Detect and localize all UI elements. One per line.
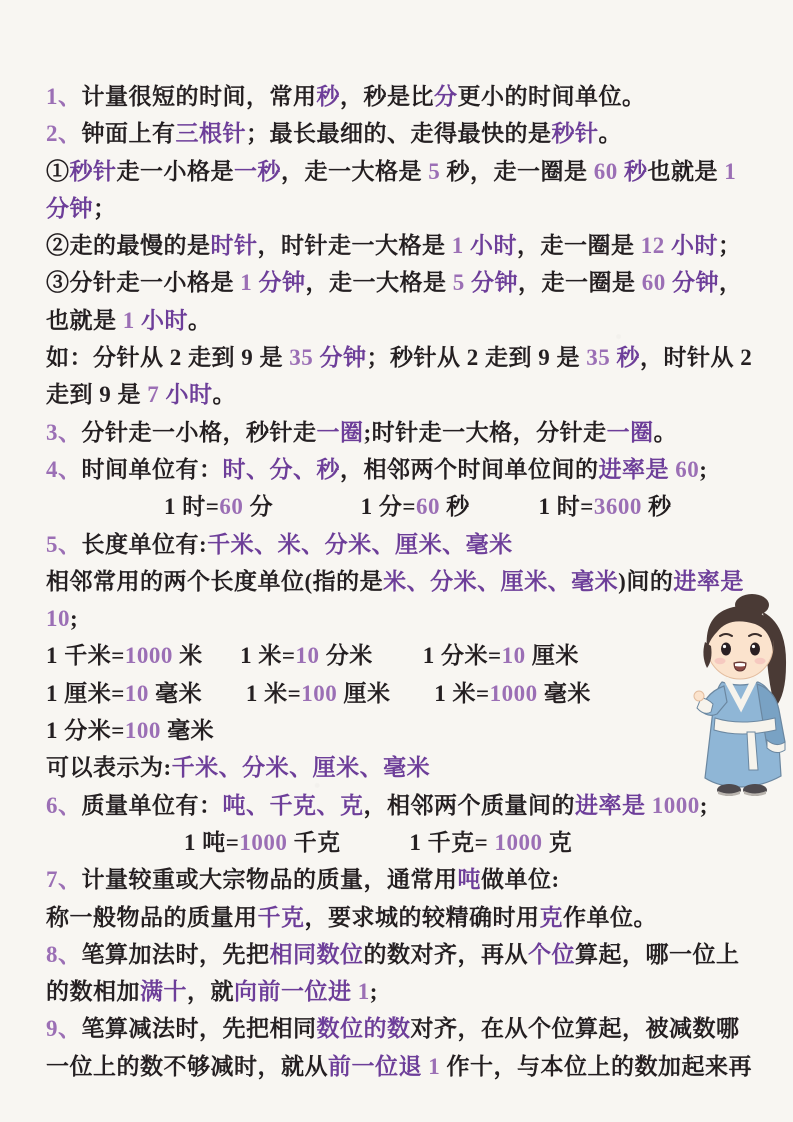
text-line <box>46 787 773 824</box>
text-line <box>46 1010 773 1047</box>
highlight-run: 秒 <box>617 158 648 184</box>
highlight-run: 秒针 <box>551 121 599 147</box>
highlight-run: 60 <box>415 494 440 520</box>
text-run: 千克 <box>287 829 341 855</box>
text-run: 1 时= <box>164 494 220 520</box>
text-run: 也就是 <box>46 307 123 333</box>
eye-right-highlight <box>752 645 755 648</box>
highlight-run: 1 <box>351 979 370 1005</box>
text-run: 作十，与本位上的数加起来再 <box>446 1053 752 1079</box>
text-run: 也就是 <box>647 158 725 184</box>
text-run: ， <box>719 270 743 296</box>
text-run <box>341 830 410 855</box>
text-line <box>46 973 773 1010</box>
text-run: 更小的时间单位。 <box>457 84 646 109</box>
text-run: ，相邻两个质量间的 <box>363 792 575 818</box>
highlight-run: 分钟 <box>665 270 719 296</box>
text-run: 1 千米= <box>46 643 125 669</box>
highlight-run: 2、 <box>46 121 82 147</box>
text-line <box>46 749 773 786</box>
text-run: 一位上的数不够减时，就从 <box>46 1053 328 1079</box>
highlight-run: 吨、千克、克 <box>222 792 364 818</box>
blush-left <box>715 658 726 664</box>
text-run: 分 <box>243 494 274 520</box>
highlight-run: 60 <box>219 494 244 520</box>
highlight-run: 35 <box>289 345 314 371</box>
text-run: 的数对齐，再从 <box>363 941 528 967</box>
text-line <box>46 190 773 227</box>
text-line <box>46 488 773 525</box>
highlight-run: 小时 <box>134 307 188 333</box>
text-line <box>46 712 773 749</box>
text-line <box>46 600 773 637</box>
highlight-run: 时、分、秒 <box>222 456 340 482</box>
text-line <box>46 526 773 563</box>
text-run: ;时针走一大格，分针走 <box>363 419 607 445</box>
highlight-run: 小时 <box>463 233 517 259</box>
highlight-run: 1 <box>724 158 737 184</box>
highlight-run: 小时 <box>664 233 718 259</box>
text-run: 。 <box>653 419 678 445</box>
highlight-run: 5 <box>428 158 441 184</box>
highlight-run: 60 <box>669 456 700 482</box>
text-run: 长度单位有: <box>81 531 208 557</box>
text-line <box>46 302 773 339</box>
highlight-run: 三根针 <box>175 121 246 147</box>
text-run <box>273 494 361 519</box>
highlight-run: 满十 <box>140 979 187 1005</box>
highlight-run: 100 <box>124 718 161 744</box>
text-run: 克 <box>542 829 573 855</box>
text-run <box>373 643 423 668</box>
teeth <box>735 663 745 667</box>
text-run: 1 厘米= <box>46 680 125 706</box>
text-run: 米 <box>172 643 203 669</box>
text-line <box>46 824 773 861</box>
eye-left-highlight <box>723 645 726 648</box>
text-line <box>46 376 773 413</box>
highlight-run: 12 <box>640 233 665 259</box>
highlight-run: 1 <box>422 1053 447 1079</box>
text-run: 算起，哪一位上 <box>575 941 740 967</box>
text-line <box>46 563 773 600</box>
text-run: 。 <box>188 307 212 333</box>
hair-sideburn <box>703 642 711 668</box>
text-line <box>46 451 773 488</box>
text-run: 称一般物品的质量用 <box>46 904 258 930</box>
text-run: 笔算加法时，先把 <box>81 941 270 967</box>
text-line <box>46 637 773 674</box>
document-body <box>46 78 773 1085</box>
text-line <box>46 861 773 898</box>
highlight-run: 克 <box>539 904 563 930</box>
text-run: 。 <box>212 382 236 408</box>
text-run: ，走一大格是 <box>281 158 429 184</box>
highlight-run: 4、 <box>46 456 82 482</box>
text-run: ，相邻两个时间单位间的 <box>340 456 599 482</box>
text-run: 计量较重或大宗物品的质量，通常用 <box>81 867 458 893</box>
text-run: ，时针从 2 <box>640 345 753 371</box>
text-run: ②走的最慢的是 <box>46 233 211 259</box>
highlight-run: 进率是 <box>575 792 646 818</box>
highlight-run: 1000 <box>239 829 288 855</box>
highlight-run: 5、 <box>46 531 82 557</box>
text-run: 相邻常用的两个长度单位(指的是 <box>46 568 384 594</box>
highlight-run: 前一位退 <box>328 1053 422 1079</box>
text-line <box>46 78 773 115</box>
highlight-run: 一圈 <box>606 419 654 445</box>
highlight-run: 分钟 <box>252 270 306 296</box>
highlight-run: 千米、米、分米、厘米、毫米 <box>207 531 513 557</box>
text-run: )间的 <box>618 568 674 594</box>
text-line <box>46 899 773 936</box>
highlight-run: 米、分米、厘米、毫米 <box>383 568 619 594</box>
text-run: 对齐，在从个位算起，被减数哪 <box>410 1016 740 1042</box>
text-run: ，走一大格是 <box>305 270 453 296</box>
text-run: 毫米 <box>148 680 203 706</box>
text-run: 质量单位有： <box>81 792 223 818</box>
text-run: 厘米 <box>337 680 391 706</box>
text-run: 毫米 <box>537 680 591 706</box>
highlight-run: 1、 <box>46 84 82 109</box>
text-run: ；最长最细的、走得最快的是 <box>246 121 552 147</box>
text-line <box>46 339 773 376</box>
text-run <box>390 681 434 706</box>
highlight-run: 分钟 <box>46 195 93 221</box>
highlight-run: 一圈 <box>316 419 364 445</box>
text-run: ，时针走一大格是 <box>257 233 452 259</box>
text-run: 计量很短的时间，常用 <box>81 84 317 109</box>
text-line <box>46 414 773 451</box>
text-line <box>46 936 773 973</box>
text-run: 厘米 <box>525 643 579 669</box>
highlight-run: 1000 <box>124 643 173 669</box>
text-run <box>202 681 246 706</box>
highlight-run: 1000 <box>645 792 700 818</box>
highlight-run: 时针 <box>210 233 258 259</box>
highlight-run: 向前一位进 <box>234 979 352 1005</box>
text-run: 的数相加 <box>46 979 140 1005</box>
highlight-run: 进率是 <box>673 568 744 594</box>
highlight-run: 60 <box>593 158 618 184</box>
highlight-run: 1 <box>240 270 253 296</box>
highlight-run: 9、 <box>46 1016 82 1042</box>
text-run: 1 米= <box>240 643 296 669</box>
text-run: 1 米= <box>245 680 302 706</box>
text-run: 走一小格是 <box>116 158 234 184</box>
text-run: ； <box>718 233 742 259</box>
text-run: 做单位: <box>481 867 560 893</box>
text-run: 秒，走一圈是 <box>440 158 594 184</box>
text-run: ，秒是比 <box>340 84 434 109</box>
highlight-run: 千米、分米、厘米、毫米 <box>171 755 431 781</box>
highlight-run: 分 <box>434 84 458 109</box>
highlight-run: 8、 <box>46 941 82 967</box>
text-run: 秒 <box>641 494 672 520</box>
text-run: 走到 9 是 <box>46 382 148 408</box>
text-run: 1 时= <box>538 494 594 520</box>
highlight-run: 60 <box>641 270 666 296</box>
text-run: 。 <box>598 121 622 147</box>
highlight-run: 3、 <box>46 419 82 445</box>
text-run: 分针走一小格，秒针走 <box>81 419 317 445</box>
text-line <box>46 115 773 152</box>
eye-right <box>750 643 760 656</box>
text-run: ; <box>369 979 378 1005</box>
text-run: ，走一圈是 <box>518 270 642 296</box>
highlight-run: 个位 <box>528 941 575 967</box>
text-run: ，就 <box>187 979 234 1005</box>
highlight-run: 秒 <box>316 84 340 109</box>
highlight-run: 5 <box>452 270 465 296</box>
highlight-run: 一秒 <box>234 158 281 184</box>
text-line <box>46 227 773 264</box>
text-run: 如：分针从 2 走到 9 是 <box>46 345 290 371</box>
text-run: 可以表示为: <box>46 755 172 781</box>
text-run: 笔算减法时，先把相同 <box>81 1016 317 1042</box>
highlight-run: 秒 <box>610 345 640 371</box>
highlight-run: 35 <box>586 345 611 371</box>
highlight-run: 1 <box>451 233 464 259</box>
highlight-run: 1000 <box>494 829 543 855</box>
text-run: 毫米 <box>160 718 215 744</box>
highlight-run: 小时 <box>159 382 213 408</box>
text-run: ； <box>93 195 117 221</box>
text-run: 秒 <box>439 494 470 520</box>
text-run <box>470 494 539 519</box>
highlight-run: 千克 <box>257 904 305 930</box>
text-run: 1 千克= <box>409 829 495 855</box>
text-line <box>46 1048 773 1085</box>
text-run: ，要求城的较精确时用 <box>304 904 540 930</box>
highlight-run: 1 <box>122 307 135 333</box>
highlight-run: 3600 <box>593 494 642 520</box>
highlight-run: 数位的数 <box>316 1016 411 1042</box>
text-run: ; <box>699 456 708 482</box>
text-run: 分米 <box>319 643 373 669</box>
text-run: ③分针走一小格是 <box>46 270 241 296</box>
highlight-run: 10 <box>501 643 526 669</box>
text-run: 1 分= <box>360 494 416 520</box>
blush-right <box>755 658 766 664</box>
highlight-run: 100 <box>301 680 338 706</box>
hand-left <box>694 691 704 701</box>
eye-left <box>721 643 731 656</box>
highlight-run: 7、 <box>46 867 82 893</box>
highlight-run: 10 <box>46 606 70 632</box>
text-run: ；秒针从 2 走到 9 是 <box>366 345 587 371</box>
text-run: 钟面上有 <box>81 121 176 147</box>
highlight-run: 7 <box>147 382 160 408</box>
text-run: ，走一圈是 <box>517 233 641 259</box>
text-run: 作单位。 <box>563 904 657 930</box>
text-run: 1 吨= <box>184 829 240 855</box>
highlight-run: 分钟 <box>313 345 367 371</box>
text-run: 1 米= <box>434 680 490 706</box>
text-line <box>46 153 773 190</box>
highlight-run: 相同数位 <box>269 941 364 967</box>
text-line <box>46 264 773 301</box>
highlight-run: 10 <box>124 680 149 706</box>
highlight-run: 进率是 <box>598 456 669 482</box>
text-run: 1 分米= <box>422 643 502 669</box>
highlight-run: 6、 <box>46 792 82 818</box>
text-run: ; <box>699 792 708 818</box>
boy-in-hanfu-illustration <box>691 590 791 800</box>
highlight-run: 10 <box>295 643 320 669</box>
highlight-run: 吨 <box>457 867 481 893</box>
text-run <box>203 643 241 668</box>
highlight-run: 1000 <box>489 680 538 706</box>
text-run: ; <box>70 606 79 632</box>
text-run: ① <box>46 158 70 184</box>
text-line <box>46 675 773 712</box>
text-run: 1 分米= <box>46 718 125 744</box>
text-run: 时间单位有： <box>81 456 223 482</box>
highlight-run: 秒针 <box>69 158 117 184</box>
highlight-run: 分钟 <box>464 270 518 296</box>
